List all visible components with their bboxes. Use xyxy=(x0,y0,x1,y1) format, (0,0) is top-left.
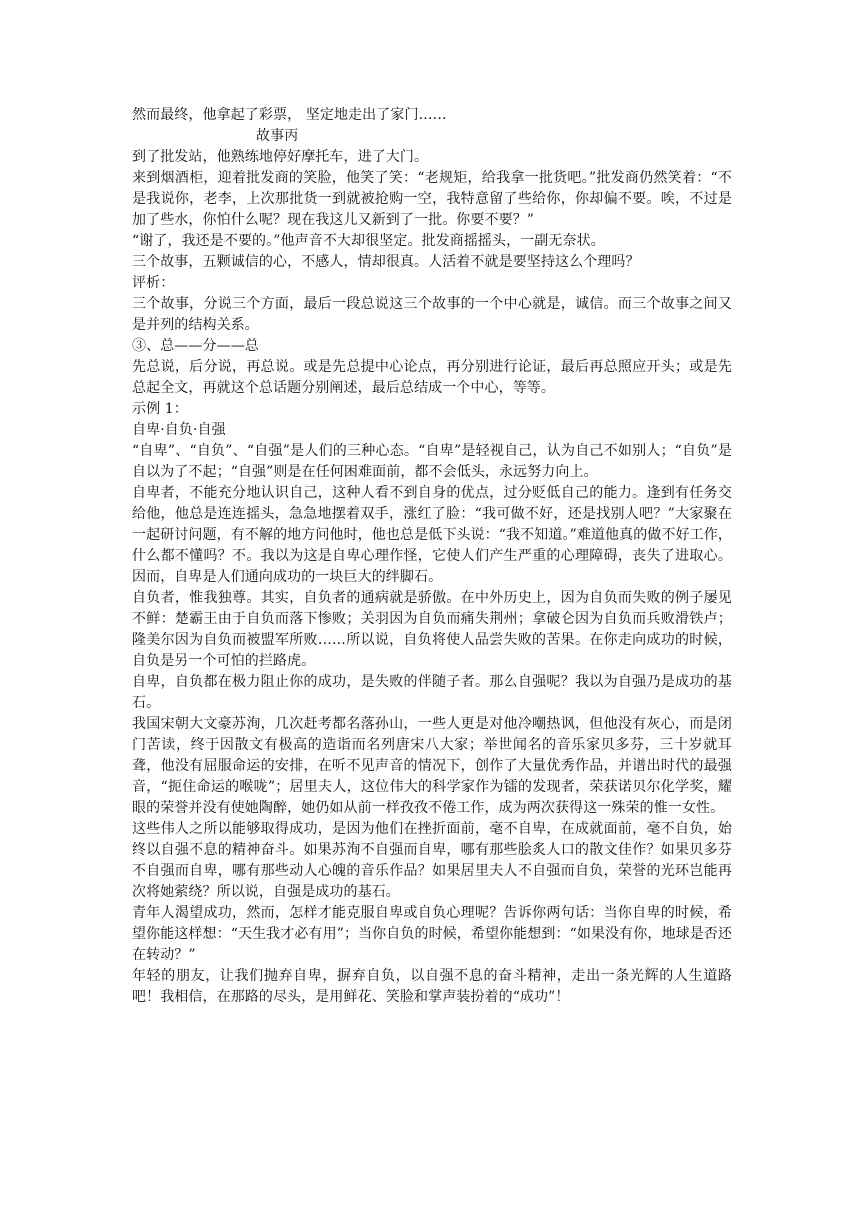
paragraph-examples: 我国宋朝大文豪苏洵，几次赶考都名落孙山，一些人更是对他冷嘲热讽，但他没有灰心，而是闭门苦读，终于因散文有极高的造诣而名列唐宋八大家；举世闻名的音乐家贝多芬，三十岁就耳聋，他没有屈服命运的安排，在听不见声音的情况下，创作了大量优秀作品，并谱出时代的最强音，“扼住命运的喉咙”；居里夫人，这位伟大的科学家作为镭的发现者，荣获诺贝尔化学奖，耀眼的荣誉并没有使她陶醉，她仍如从前一样孜孜不倦工作，成为两次获得这一殊荣的惟一女性。 xyxy=(132,716,732,816)
story-c-heading: 故事丙 xyxy=(256,128,299,144)
paragraph-arrival: 到了批发站，他熟练地停好摩托车，进了大门。 xyxy=(132,149,429,165)
paragraph-intro: “自卑”、“自负”、“自强”是人们的三种心态。“自卑”是轻视自己，认为自己不如别人；“自负”是自以为了不起；“自强”则是在任何困难面前，都不会低头，永远努力向上。 xyxy=(132,443,732,480)
paragraph-refusal: “谢了，我还是不要的。”他声音不大却很坚定。批发商摇摇头，一副无奈状。 xyxy=(132,233,605,249)
paragraph-analysis: 三个故事，分说三个方面，最后一段总说这三个故事的一个中心就是，诚信。而三个故事之间又是并列的结构关系。 xyxy=(132,296,732,333)
paragraph-conceit: 自负者，惟我独尊。其实，自负者的通病就是骄傲。在中外历史上，因为自负而失败的例子屡见不鲜：楚霸王由于自负而落下惨败；关羽因为自负而痛失荆州；拿破仑因为自负而兵败滑铁卢；隆美尔因为自负而被盟军所败……所以说，自负将使人品尝失败的苦果。在你走向成功的时候，自负是另一个可怕的拦路虎。 xyxy=(132,590,732,669)
paragraph-story-ending: 然而最终，他拿起了彩票， 坚定地走出了家门…… xyxy=(132,107,447,123)
paragraph-reasoning: 这些伟人之所以能够取得成功，是因为他们在挫折面前，毫不自卑，在成就面前，毫不自负，始终以自强不息的精神奋斗。如果苏洵不自强而自卑，哪有那些脍炙人口的散文佳作？如果贝多芬不自强而自卑，哪有那些动人心魄的音乐作品？如果居里夫人不自强而自负，荣誉的光环岂能再次将她萦绕？所以说，自强是成功的基石。 xyxy=(132,821,732,900)
analysis-label: 评析： xyxy=(132,275,175,291)
paragraph-dialogue-merchant: 来到烟酒柜，迎着批发商的笑脸，他笑了笑：“老规矩，给我拿一批货吧。”批发商仍然笑着：“不是我说你，老李，上次那批货一到就被抢购一空，我特意留了些给你，你却偏不要。唉，不过是加了些水，你怕什么呢？现在我这儿又新到了一批。你要不要？” xyxy=(132,170,732,228)
paragraph-final: 年轻的朋友，让我们抛弃自卑，摒弃自负，以自强不息的奋斗精神，走出一条光辉的人生道路吧！我相信，在那路的尽头，是用鲜花、笑脸和掌声装扮着的“成功”！ xyxy=(132,968,732,1005)
paragraph-conclusion: 三个故事，五颗诚信的心，不感人，情却很真。人活着不就是要坚持这么个理吗？ xyxy=(132,254,640,270)
example-label: 示例 1： xyxy=(132,401,188,417)
section-heading-structure: ③、总——分——总 xyxy=(132,338,259,354)
paragraph-advice: 青年人渴望成功，然而，怎样才能克服自卑或自负心理呢？告诉你两句话：当你自卑的时候，希望你能这样想：“天生我才必有用”；当你自负的时候，希望你能想到：“如果没有你，地球是否还在转动？” xyxy=(132,905,732,963)
paragraph-structure-explanation: 先总说，后分说，再总说。或是先总提中心论点，再分别进行论证，最后再总照应开头；或是先总起全文，再就这个总话题分别阐述，最后总结成一个中心，等等。 xyxy=(132,359,732,396)
essay-title: 自卑·自负·自强 xyxy=(132,422,226,438)
document-body xyxy=(132,105,732,1008)
paragraph-self-strength: 自卑，自负都在极力阻止你的成功，是失败的伴随子者。那么自强呢？我以为自强乃是成功的基石。 xyxy=(132,674,732,711)
paragraph-inferiority: 自卑者，不能充分地认识自己，这种人看不到自身的优点，过分贬低自己的能力。逢到有任务交给他，他总是连连摇头，急急地摆着双手，涨红了脸：“我可做不好，还是找别人吧？”大家聚在一起研讨问题，有不解的地方问他时，他也总是低下头说：“我不知道。”难道他真的做不好工作，什么都不懂吗？不。我以为这是自卑心理作怪，它使人们产生严重的心理障碍，丧失了进取心。因而，自卑是人们通向成功的一块巨大的绊脚石。 xyxy=(132,485,732,585)
